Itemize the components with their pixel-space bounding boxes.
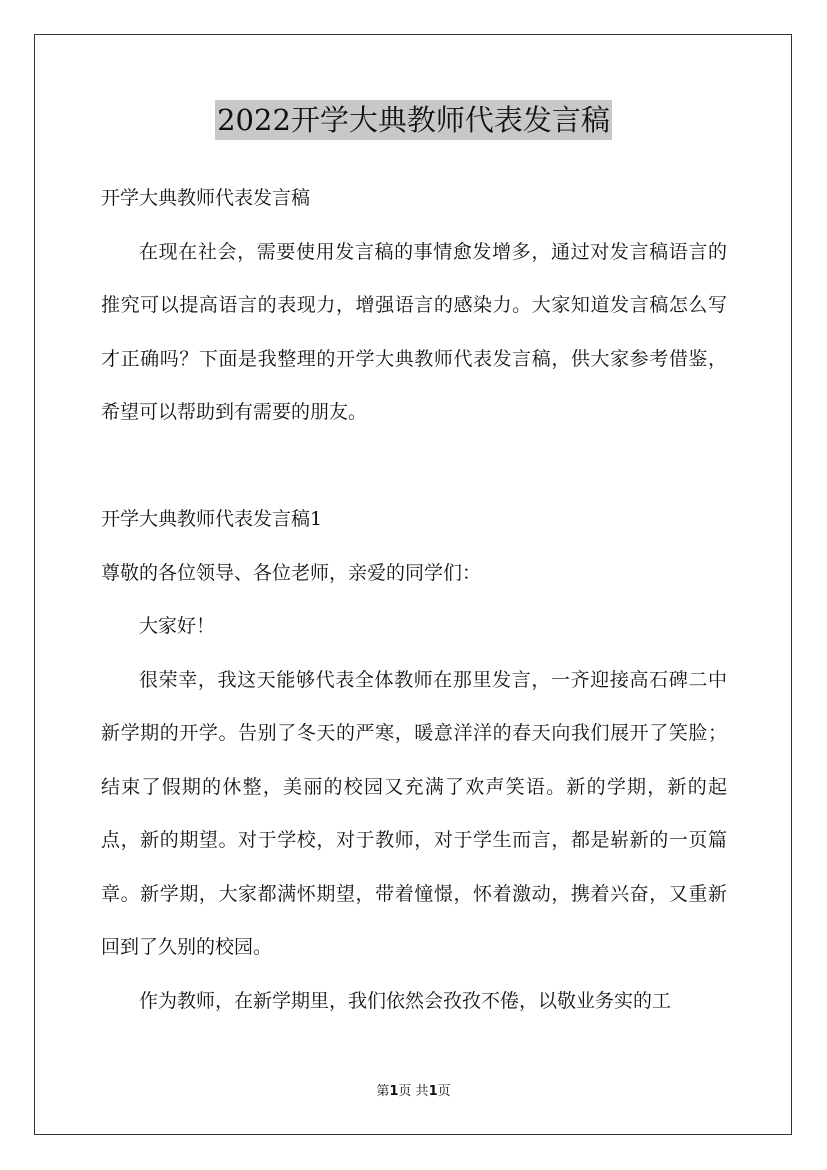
body-paragraph-1: 很荣幸，我这天能够代表全体教师在那里发言，一齐迎接高石碑二中新学期的开学。告别了冬天的严寒，暖意洋洋的春天向我们展开了笑脸；结束了假期的休整，美丽的校园又充满了欢声笑语。新的学期，新的起点，新的期望。对于学校，对于教师，对于学生而言，都是崭新的一页篇章。新学期，大家都满怀期望，带着憧憬，怀着激动，携着兴奋，又重新回到了久别的校园。 <box>101 668 727 958</box>
greeting: 大家好！ <box>139 615 216 637</box>
footer-page-total: 1 <box>428 1084 438 1099</box>
page-footer <box>0 1082 827 1102</box>
footer-page-suffix: 页 <box>437 1084 451 1099</box>
title-wrap <box>0 100 827 140</box>
document-subtitle: 开学大典教师代表发言稿 <box>101 187 311 209</box>
section-heading: 开学大典教师代表发言稿1 <box>101 508 323 530</box>
blank-line <box>101 440 727 494</box>
salutation: 尊敬的各位领导、各位老师，亲爱的同学们： <box>101 561 482 584</box>
footer-page-prefix: 第 <box>376 1084 390 1099</box>
footer-page-current: 1 <box>389 1084 399 1099</box>
document-title: 2022开学大典教师代表发言稿 <box>215 100 612 140</box>
body-paragraph-2: 作为教师，在新学期里，我们依然会孜孜不倦，以敬业务实的工 <box>139 989 672 1012</box>
footer-page-mid: 页 共 <box>398 1084 429 1099</box>
document-body <box>101 172 727 1028</box>
intro-paragraph: 在现在社会，需要使用发言稿的事情愈发增多，通过对发言稿语言的推究可以提高语言的表现力，增强语言的感染力。大家知道发言稿怎么写才正确吗？下面是我整理的开学大典教师代表发言稿，供大家参考借鉴，希望可以帮助到有需要的朋友。 <box>101 240 727 423</box>
